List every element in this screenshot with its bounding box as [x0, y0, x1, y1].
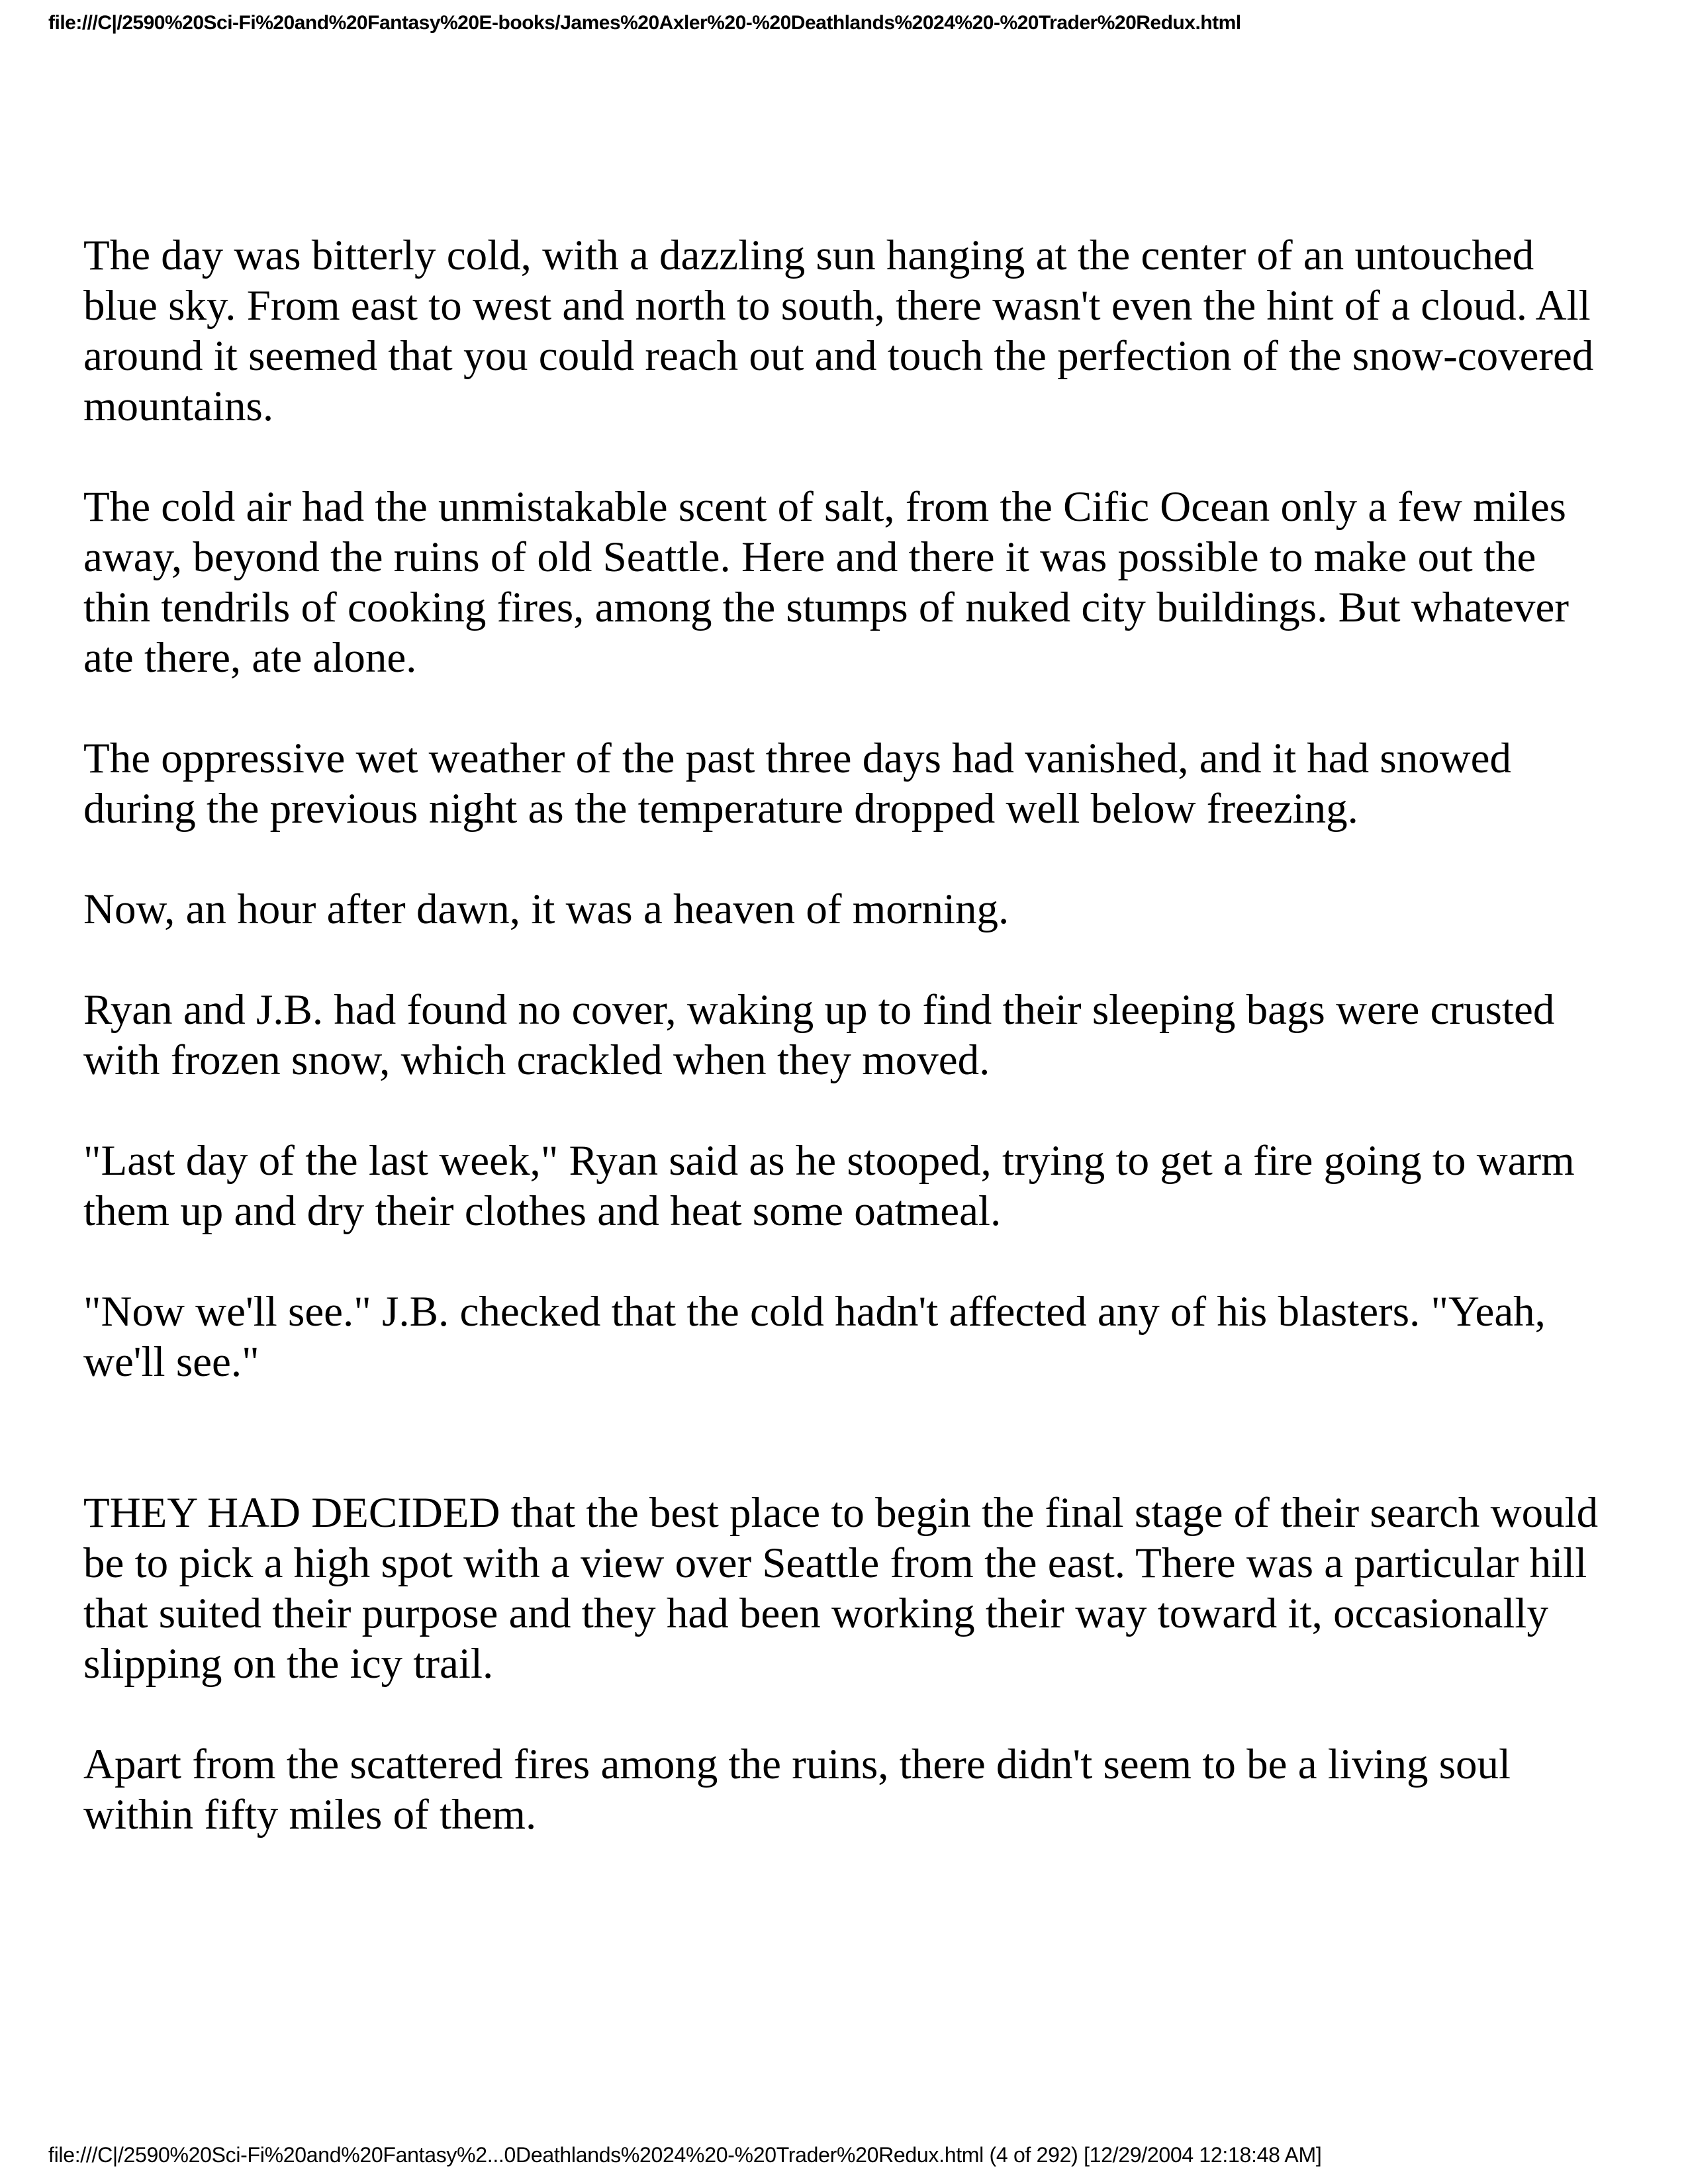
paragraph-2: The cold air had the unmistakable scent of salt, from the Cific Ocean only a few miles away, beyond the ruins of old Seattle. Here and there it was possible to make out the thin tendrils of cooking fires, among the stumps of nuked city buildings. But whatever ate there, ate alone. [83, 483, 1569, 682]
page-footer-info: file:///C|/2590%20Sci-Fi%20and%20Fantasy%2...0Deathlands%2024%20-%20Trader%20Redux.html (4 of 292) [12/29/2004 12:18:48 AM] [48, 2143, 1322, 2167]
document-body [83, 230, 1613, 1890]
paragraph-4: Now, an hour after dawn, it was a heaven of morning. [83, 886, 1009, 933]
paragraph-8: THEY HAD DECIDED that the best place to begin the final stage of their search would be to pick a high spot with a view over Seattle from the east. There was a particular hill that suited their purpose and they had been working their way toward it, occasionally slipping on the icy trail. [83, 1489, 1599, 1688]
paragraph-5: Ryan and J.B. had found no cover, waking up to find their sleeping bags were crusted with frozen snow, which crackled when they moved. [83, 986, 1555, 1084]
paragraph-7: "Now we'll see." J.B. checked that the cold hadn't affected any of his blasters. "Yeah, we'll see." [83, 1288, 1546, 1386]
page-header-url: file:///C|/2590%20Sci-Fi%20and%20Fantasy%20E-books/James%20Axler%20-%20Deathlands%2024%20-%20Trader%20Redux.html [48, 12, 1241, 34]
paragraph-9: Apart from the scattered fires among the ruins, there didn't seem to be a living soul within fifty miles of them. [83, 1741, 1511, 1839]
paragraph-1: The day was bitterly cold, with a dazzling sun hanging at the center of an untouched blue sky. From east to west and north to south, there wasn't even the hint of a cloud. All around it seemed that you could reach out and touch the perfection of the snow-covered mountains. [83, 232, 1594, 430]
paragraph-6: "Last day of the last week," Ryan said as he stooped, trying to get a fire going to warm them up and dry their clothes and heat some oatmeal. [83, 1137, 1575, 1235]
paragraph-3: The oppressive wet weather of the past three days had vanished, and it had snowed during the previous night as the temperature dropped well below freezing. [83, 735, 1511, 833]
